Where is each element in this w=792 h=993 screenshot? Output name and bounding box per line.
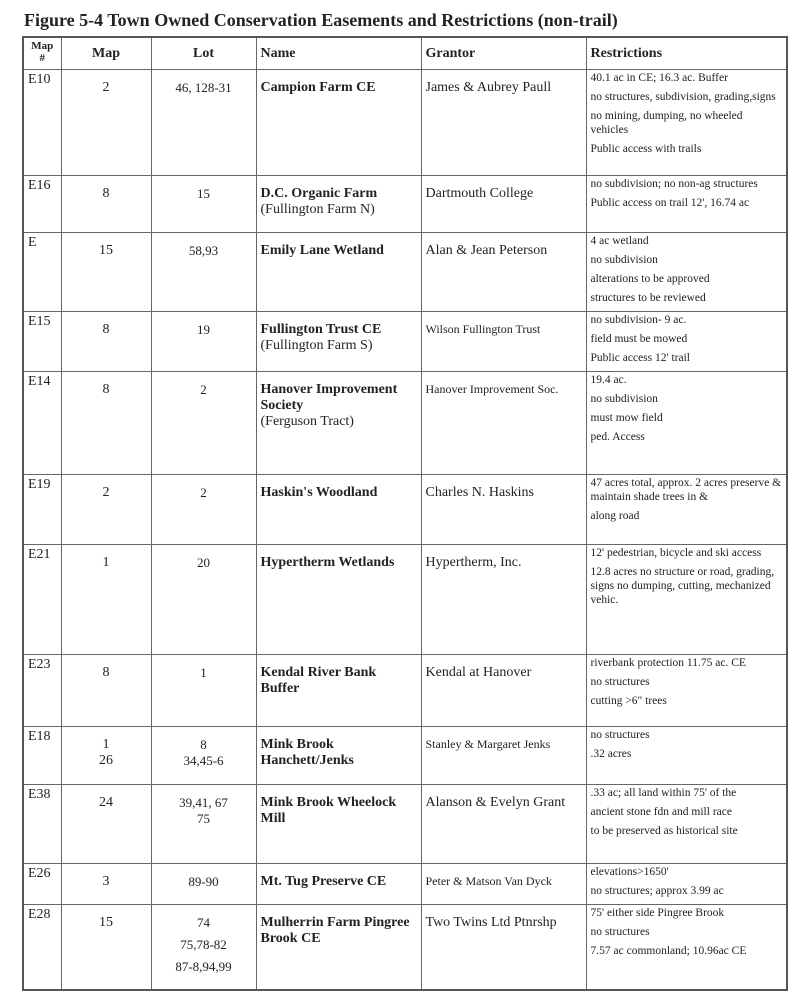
map-value: 24 [99, 794, 113, 810]
restriction-line: no structures [590, 728, 650, 741]
table-row [23, 69, 787, 175]
map-number-cell: E15 [23, 311, 61, 371]
map-number-cell: E14 [23, 371, 61, 474]
grantor-cell: Wilson Fullington Trust [421, 311, 586, 371]
lot-value: 1 [200, 664, 207, 680]
restriction-line: 12.8 acres no structure or road, grading, signs no dumping, cutting, mechanized vehic. [590, 565, 775, 606]
lot-value: 8 [200, 736, 207, 752]
name-cell [256, 371, 421, 474]
map-cell [61, 726, 151, 784]
grantor-cell: James & Aubrey Paull [421, 69, 586, 175]
map-value: 2 [102, 79, 110, 95]
restriction-line: no structures [590, 925, 650, 938]
table-row [23, 474, 787, 544]
easement-alt-name: (Fullington Farm N) [260, 201, 375, 217]
lot-value: 75 [197, 810, 210, 826]
lot-value: 20 [197, 554, 210, 570]
easement-name: Kendal River Bank Buffer [260, 664, 377, 696]
lot-cell [151, 474, 256, 544]
map-cell [61, 544, 151, 654]
easement-alt-name: (Fullington Farm S) [260, 337, 373, 353]
restriction-line: Public access on trail 12', 16.74 ac [590, 196, 750, 209]
easement-name: Hypertherm Wetlands [260, 554, 395, 570]
easement-alt-name: (Ferguson Tract) [260, 413, 354, 429]
table-row [23, 175, 787, 232]
table-row [23, 904, 787, 990]
restriction-line: field must be mowed [590, 332, 688, 345]
lot-value: 15 [197, 185, 210, 201]
name-cell [256, 544, 421, 654]
lot-value: 58,93 [188, 242, 219, 258]
lot-cell [151, 726, 256, 784]
restriction-line: 4 ac wetland [590, 234, 649, 247]
easement-name: Mulherrin Farm Pingree Brook CE [260, 914, 410, 946]
lot-value: 87-8,94,99 [175, 958, 232, 974]
easement-name: Mink Brook Wheelock Mill [260, 794, 397, 826]
easement-name: Hanover Improvement Society [260, 381, 398, 413]
table-row [23, 371, 787, 474]
map-cell [61, 654, 151, 726]
map-value: 8 [102, 381, 110, 397]
lot-cell [151, 311, 256, 371]
restriction-line: .33 ac; all land within 75' of the [590, 786, 737, 799]
restrictions-cell [586, 175, 787, 232]
easement-name: Haskin's Woodland [260, 484, 378, 500]
easements-table [22, 36, 788, 991]
lot-cell [151, 232, 256, 311]
map-value: 15 [99, 914, 113, 930]
restriction-line: no subdivision [590, 392, 658, 405]
lot-value: 39,41, 67 [179, 794, 228, 810]
map-value: 3 [102, 873, 110, 889]
table-row [23, 311, 787, 371]
restrictions-cell [586, 474, 787, 544]
name-cell [256, 784, 421, 863]
grantor-cell: Two Twins Ltd Ptnrshp [421, 904, 586, 990]
map-number-cell: E21 [23, 544, 61, 654]
grantor-cell: Peter & Matson Van Dyck [421, 863, 586, 904]
grantor-cell: Dartmouth College [421, 175, 586, 232]
easement-name: D.C. Organic Farm [260, 185, 378, 201]
restriction-line: to be preserved as historical site [590, 824, 738, 837]
restrictions-cell [586, 904, 787, 990]
map-number-cell: E28 [23, 904, 61, 990]
map-value: 8 [102, 185, 110, 201]
restriction-line: 19.4 ac. [590, 373, 627, 386]
map-value: 15 [99, 242, 113, 258]
map-number-cell: E10 [23, 69, 61, 175]
grantor-cell: Kendal at Hanover [421, 654, 586, 726]
lot-cell [151, 904, 256, 990]
restriction-line: no subdivision [590, 253, 658, 266]
restriction-line: structures to be reviewed [590, 291, 706, 304]
lot-cell [151, 654, 256, 726]
header-restrictions: Restrictions [586, 37, 787, 69]
name-cell [256, 69, 421, 175]
lot-cell [151, 175, 256, 232]
grantor-cell: Stanley & Margaret Jenks [421, 726, 586, 784]
header-name: Name [256, 37, 421, 69]
restriction-line: no structures, subdivision, grading,signs [590, 90, 776, 103]
map-cell [61, 69, 151, 175]
grantor-cell: Charles N. Haskins [421, 474, 586, 544]
name-cell [256, 904, 421, 990]
map-number-cell: E18 [23, 726, 61, 784]
lot-cell [151, 69, 256, 175]
map-number-cell: E19 [23, 474, 61, 544]
restriction-line: ancient stone fdn and mill race [590, 805, 732, 818]
lot-value: 34,45-6 [183, 752, 224, 768]
restrictions-cell [586, 69, 787, 175]
restriction-line: no mining, dumping, no wheeled vehicles [590, 109, 743, 136]
lot-value: 2 [200, 484, 207, 500]
map-cell [61, 232, 151, 311]
lot-value: 19 [197, 321, 210, 337]
restrictions-cell [586, 311, 787, 371]
restriction-line: .32 acres [590, 747, 632, 760]
map-number-cell: E26 [23, 863, 61, 904]
restriction-line: 75' either side Pingree Brook [590, 906, 725, 919]
restriction-line: along road [590, 509, 640, 522]
name-cell [256, 474, 421, 544]
map-cell [61, 371, 151, 474]
restriction-line: no subdivision- 9 ac. [590, 313, 687, 326]
lot-value: 74 [197, 914, 210, 930]
header-row [23, 37, 787, 69]
restrictions-cell [586, 654, 787, 726]
table-row [23, 232, 787, 311]
restriction-line: Public access 12' trail [590, 351, 690, 364]
grantor-cell: Alan & Jean Peterson [421, 232, 586, 311]
lot-cell [151, 371, 256, 474]
map-cell [61, 175, 151, 232]
lot-cell [151, 544, 256, 654]
map-value: 1 [102, 554, 110, 570]
restriction-line: cutting >6" trees [590, 694, 667, 707]
lot-value: 46, 128-31 [175, 79, 232, 95]
map-value: 8 [102, 664, 110, 680]
restrictions-cell [586, 863, 787, 904]
map-number-cell: E16 [23, 175, 61, 232]
restrictions-cell [586, 371, 787, 474]
table-row [23, 784, 787, 863]
easement-name: Emily Lane Wetland [260, 242, 384, 258]
header-map-no: Map # [23, 37, 61, 69]
easement-name: Mt. Tug Preserve CE [260, 873, 387, 889]
restriction-line: elevations>1650' [590, 865, 669, 878]
restrictions-cell [586, 544, 787, 654]
restriction-line: alterations to be approved [590, 272, 710, 285]
restriction-line: 7.57 ac commonland; 10.96ac CE [590, 944, 747, 957]
lot-cell [151, 863, 256, 904]
restrictions-cell [586, 232, 787, 311]
restrictions-cell [586, 784, 787, 863]
header-lot: Lot [151, 37, 256, 69]
table-row [23, 544, 787, 654]
easement-name: Mink Brook Hanchett/Jenks [260, 736, 354, 768]
restriction-line: no structures [590, 675, 650, 688]
map-value: 2 [102, 484, 110, 500]
restriction-line: 12' pedestrian, bicycle and ski access [590, 546, 762, 559]
map-cell [61, 904, 151, 990]
table-row [23, 863, 787, 904]
restriction-line: no structures; approx 3.99 ac [590, 884, 724, 897]
table-row [23, 726, 787, 784]
header-map: Map [61, 37, 151, 69]
map-value: 26 [99, 752, 113, 768]
grantor-cell: Alanson & Evelyn Grant [421, 784, 586, 863]
name-cell [256, 232, 421, 311]
map-cell [61, 863, 151, 904]
table-row [23, 654, 787, 726]
grantor-cell: Hanover Improvement Soc. [421, 371, 586, 474]
lot-value: 2 [200, 381, 207, 397]
lot-value: 89-90 [188, 873, 219, 889]
restriction-line: 40.1 ac in CE; 16.3 ac. Buffer [590, 71, 728, 84]
easement-name: Campion Farm CE [260, 79, 376, 95]
header-grantor: Grantor [421, 37, 586, 69]
map-cell [61, 784, 151, 863]
name-cell [256, 726, 421, 784]
name-cell [256, 311, 421, 371]
restriction-line: Public access with trails [590, 142, 702, 155]
restriction-line: ped. Access [590, 430, 645, 443]
grantor-cell: Hypertherm, Inc. [421, 544, 586, 654]
lot-value: 75,78-82 [180, 936, 227, 952]
map-value: 1 [102, 736, 110, 752]
restriction-line: no subdivision; no non-ag structures [590, 177, 758, 190]
name-cell [256, 863, 421, 904]
name-cell [256, 654, 421, 726]
map-cell [61, 311, 151, 371]
map-number-cell: E38 [23, 784, 61, 863]
map-number-cell: E [23, 232, 61, 311]
easement-name: Fullington Trust CE [260, 321, 382, 337]
restriction-line: 47 acres total, approx. 2 acres preserve & maintain shade trees in & [590, 476, 782, 503]
map-cell [61, 474, 151, 544]
restriction-line: must mow field [590, 411, 663, 424]
restriction-line: riverbank protection 11.75 ac. CE [590, 656, 746, 669]
figure-title: Figure 5-4 Town Owned Conservation Easements and Restrictions (non-trail) [24, 10, 618, 30]
lot-cell [151, 784, 256, 863]
name-cell [256, 175, 421, 232]
restrictions-cell [586, 726, 787, 784]
map-value: 8 [102, 321, 110, 337]
map-number-cell: E23 [23, 654, 61, 726]
